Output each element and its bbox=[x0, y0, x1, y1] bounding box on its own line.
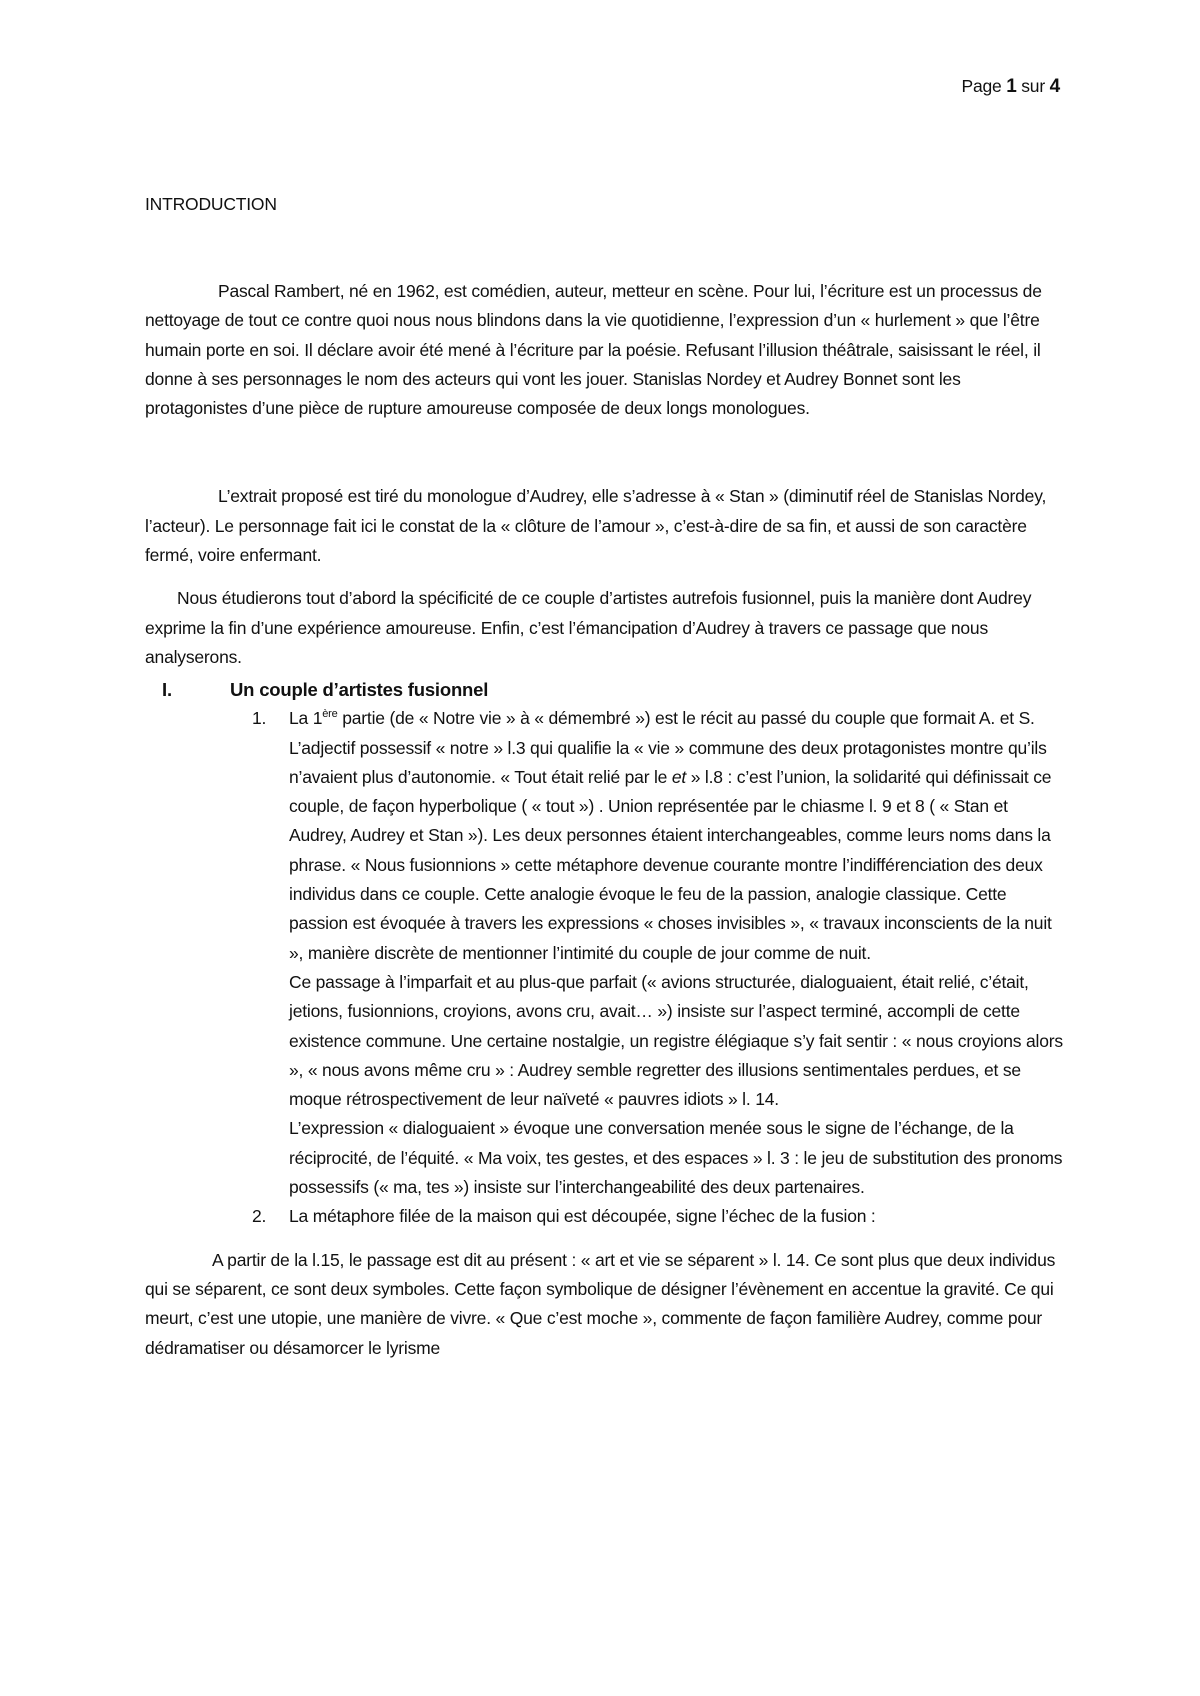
item-text-lead: La 1 bbox=[289, 708, 323, 729]
intro-paragraph-3: Nous étudierons tout d’abord la spécificité de ce couple d’artistes autrefois fusionnel, puis la manière dont Audrey exprime la fin d’une expérience amoureuse. Enfin, c’est l’émancipation d’Audrey à travers ce passage que nous analyserons. bbox=[145, 588, 1032, 667]
list-item-body bbox=[289, 704, 1065, 1202]
list-item-number: 2. bbox=[252, 1206, 267, 1227]
intro-paragraph-1: Pascal Rambert, né en 1962, est comédien, auteur, metteur en scène. Pour lui, l’écriture est un processus de nettoyage de tout ce contre quoi nous nous blindons dans la vie quotidienne, l’expression d’un « hurlement » que l’être humain porte en soi. Il déclare avoir été mené à l’écriture par la poésie. Refusant l’illusion théâtrale, saisissant le réel, il donne à ses personnages le nom des acteurs qui vont les jouer. Stanislas Nordey et Audrey Bonnet sont les protagonistes d’une pièce de rupture amoureuse composée de deux longs monologues. bbox=[145, 281, 1042, 419]
page-total: 4 bbox=[1049, 76, 1060, 97]
item-text-part-a: partie (de « Notre vie » à « démembré ») est le récit au passé du couple que formait A. et S. L’adjectif possessif « notre » l.3 qui qualifie la « vie » commune des deux protagonistes montre qu’ils n’avaient plus d’autonomie. « Tout était relié par le bbox=[289, 708, 1047, 787]
list-item bbox=[145, 704, 1065, 1202]
introduction-title: INTRODUCTION bbox=[145, 194, 277, 214]
list-item-body: La métaphore filée de la maison qui est découpée, signe l’échec de la fusion : bbox=[289, 1206, 876, 1227]
page-label-mid: sur bbox=[1016, 76, 1050, 96]
item-text-part-b: » l.8 : c’est l’union, la solidarité qui définissait ce couple, de façon hyperbolique ( « tout ») . Union représentée par le chiasme l. 9 et 8 ( « Stan et Audrey, Audrey et Stan »). Les deux personnes étaient interchangeables, comme leurs noms dans la phrase. « Nous fusionnions » cette métaphore devenue courante montre l’indifférenciation des deux individus dans ce couple. Cette analogie évoque le feu de la passion, analogie classique. Cette passion est évoquée à travers les expressions « choses invisibles », « travaux inconscients de la nuit », manière discrète de mentionner l’intimité du couple de jour comme de nuit. bbox=[289, 766, 1052, 963]
document-body bbox=[145, 190, 1065, 1363]
section-number: I. bbox=[162, 679, 172, 701]
closing-paragraph: A partir de la l.15, le passage est dit au présent : « art et vie se séparent » l. 14. Ce sont plus que deux individus qui se séparent, ce sont deux symboles. Cette façon symbolique de désigner l’évènement en accentue la gravité. Ce qui meurt, c’est une utopie, une manière de vivre. « Que c’est moche », commente de façon familière Audrey, comme pour dédramatiser ou désamorcer le lyrisme bbox=[145, 1249, 1056, 1358]
list-item-paragraph-3: L’expression « dialoguaient » évoque une conversation menée sous le signe de l’échange, de la réciprocité, de l’équité. « Ma voix, tes gestes, et des espaces » l. 3 : le jeu de substitution des pronoms possessifs (« ma, tes ») insiste sur l’interchangeabilité des deux partenaires. bbox=[289, 1118, 1063, 1198]
section-title: Un couple d’artistes fusionnel bbox=[230, 679, 489, 701]
section-heading bbox=[145, 675, 1065, 704]
page-number: 1 bbox=[1006, 76, 1017, 97]
list-item bbox=[145, 1202, 1065, 1231]
intro-paragraph-2: L’extrait proposé est tiré du monologue d’Audrey, elle s’adresse à « Stan » (diminutif réel de Stanislas Nordey, l’acteur). Le personnage fait ici le constat de la « clôture de l’amour », c’est-à-dire de sa fin, et aussi de son caractère fermé, voire enfermant. bbox=[145, 486, 1047, 566]
italic-word: et bbox=[671, 766, 687, 787]
list-item-paragraph-2: Ce passage à l’imparfait et au plus-que parfait (« avions structurée, dialoguaient, était relié, c’était, jetions, fusionnions, croyions, avons cru, avait… ») insiste sur l’aspect terminé, accompli de cette existence commune. Une certaine nostalgie, un registre élégiaque s’y fait sentir : « nous croyions alors », « nous avons même cru » : Audrey semble regretter des illusions sentimentales perdues, et se moque rétrospectivement de leur naïveté « pauvres idiots » l. 14. bbox=[289, 971, 1063, 1110]
list-item-paragraph bbox=[289, 704, 1065, 968]
page-label-prefix: Page bbox=[961, 76, 1007, 96]
ordinal-superscript: ère bbox=[322, 708, 338, 721]
list-item-number: 1. bbox=[252, 708, 267, 729]
page-header bbox=[961, 76, 1060, 98]
